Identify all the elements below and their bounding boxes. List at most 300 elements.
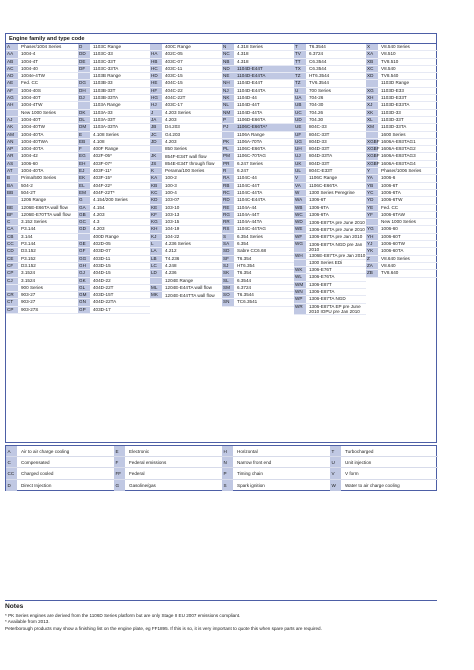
type-code: GP bbox=[78, 307, 90, 313]
engine-description: 100-4 bbox=[165, 189, 177, 195]
engine-description: 403D-17 bbox=[93, 306, 111, 312]
engine-description: 1300 Series EDi bbox=[309, 259, 343, 265]
table-row bbox=[150, 190, 222, 197]
engine-description: 1306-6T bbox=[309, 197, 327, 203]
table-row bbox=[150, 219, 222, 226]
table-row bbox=[6, 59, 78, 66]
type-code: ZA bbox=[366, 263, 378, 269]
legend-code: FF bbox=[114, 468, 125, 478]
type-code: SJ bbox=[222, 263, 234, 269]
type-code: HJ bbox=[150, 102, 162, 108]
type-code: TT bbox=[294, 59, 306, 65]
table-row bbox=[222, 124, 294, 131]
engine-description: 1006-6T bbox=[381, 182, 399, 188]
table-row bbox=[222, 205, 294, 212]
type-code bbox=[6, 110, 18, 116]
engine-description: 1103D-E33T bbox=[381, 95, 407, 101]
engine-description: 104-19 bbox=[165, 226, 180, 232]
type-code: DK bbox=[78, 110, 90, 116]
engine-description: 804D-33T bbox=[309, 146, 330, 152]
type-code: AK bbox=[6, 124, 18, 130]
table-row bbox=[150, 175, 222, 182]
type-code: UF bbox=[294, 132, 306, 138]
type-code: SF bbox=[222, 256, 234, 262]
type-code: XM bbox=[366, 124, 378, 130]
table-row bbox=[78, 44, 150, 51]
table-row bbox=[294, 175, 366, 182]
engine-description: 403C-17 bbox=[165, 102, 183, 108]
engine-description: 103-13 bbox=[165, 211, 180, 217]
type-code: T bbox=[294, 44, 306, 50]
table-row bbox=[150, 73, 222, 80]
type-code: E bbox=[78, 132, 90, 138]
table-row bbox=[222, 241, 294, 248]
engine-description: 1103D-E33TA bbox=[381, 102, 410, 108]
legend-meaning: Spark ignition bbox=[237, 482, 265, 488]
table-row bbox=[78, 299, 150, 306]
type-code bbox=[78, 234, 90, 240]
table-row bbox=[294, 296, 366, 303]
table-row bbox=[6, 51, 78, 58]
table-row bbox=[222, 168, 294, 175]
type-code: SL bbox=[222, 278, 234, 284]
type-code bbox=[78, 102, 90, 108]
table-row bbox=[294, 66, 366, 73]
type-code: WF bbox=[294, 234, 306, 240]
engine-description: 1006-60T bbox=[381, 233, 401, 239]
engine-description: 6.3724 bbox=[309, 51, 324, 57]
table-row bbox=[6, 80, 78, 87]
engine-description: 1103C-33 bbox=[93, 51, 113, 57]
table-row bbox=[366, 95, 438, 102]
table-row bbox=[150, 66, 222, 73]
table-row bbox=[366, 256, 438, 263]
table-row bbox=[222, 153, 294, 160]
table-row bbox=[6, 102, 78, 109]
engine-description: 504-2T bbox=[21, 189, 36, 195]
table-row bbox=[6, 248, 78, 255]
type-code: ZB bbox=[366, 270, 378, 276]
table-row bbox=[222, 95, 294, 102]
type-code: KE bbox=[150, 205, 162, 211]
engine-description: 1103D-33 bbox=[381, 109, 401, 115]
type-code: R bbox=[222, 168, 234, 174]
type-code: BE bbox=[6, 205, 18, 211]
table-row bbox=[6, 117, 78, 124]
table-row bbox=[366, 248, 438, 255]
type-code: KA bbox=[150, 175, 162, 181]
engine-description: 404C-22T bbox=[165, 95, 186, 101]
engine-description: 1600 Series bbox=[381, 131, 406, 137]
type-code: YD bbox=[366, 197, 378, 203]
engine-description: 1104C-E44TA bbox=[237, 197, 266, 203]
engine-description: 1306-E87TA pre Jan 2010 bbox=[309, 234, 363, 240]
engine-description: 404D-22 bbox=[93, 277, 111, 283]
table-row bbox=[78, 205, 150, 212]
type-code: ML bbox=[150, 285, 162, 291]
type-code: HC bbox=[150, 66, 162, 72]
table-row bbox=[150, 161, 222, 168]
table-row bbox=[294, 219, 366, 226]
table-row bbox=[6, 161, 78, 168]
table-row bbox=[222, 292, 294, 299]
engine-description: 3.144 bbox=[21, 233, 33, 239]
table-row bbox=[6, 146, 78, 153]
engine-description: 4.236 bbox=[165, 270, 177, 276]
type-code: PJ bbox=[222, 124, 234, 130]
table-row bbox=[294, 183, 366, 190]
table-row bbox=[294, 282, 366, 289]
engine-description: Prima/500 Series bbox=[21, 175, 57, 181]
type-code: XC bbox=[366, 66, 378, 72]
table-row bbox=[366, 132, 438, 139]
type-code: GF bbox=[78, 248, 90, 254]
engine-description: D3.152 bbox=[21, 262, 36, 268]
type-code: BA bbox=[6, 183, 18, 189]
engine-description: New 1000 Series bbox=[381, 219, 416, 225]
table-row bbox=[366, 205, 438, 212]
type-code: UJ bbox=[294, 153, 306, 159]
table-row bbox=[6, 132, 78, 139]
legend-code: E bbox=[114, 446, 125, 456]
engine-description: 4.203 bbox=[93, 226, 105, 232]
table-row bbox=[294, 139, 366, 146]
engine-description: 6.3544 bbox=[237, 277, 252, 283]
engine-description: Phaser/1006 Series bbox=[381, 168, 422, 174]
type-code: MK bbox=[150, 292, 162, 298]
engine-description: T6.3544 bbox=[237, 292, 254, 298]
table-row bbox=[150, 80, 222, 87]
legend-meaning: Unit injection bbox=[345, 460, 372, 466]
table-column-3 bbox=[150, 44, 222, 299]
table-row bbox=[222, 59, 294, 66]
type-code: AT bbox=[6, 168, 18, 174]
type-code: CD bbox=[6, 248, 18, 254]
type-code: CJ bbox=[6, 278, 18, 284]
table-row bbox=[222, 285, 294, 292]
engine-description: 4.154/200 Series bbox=[93, 197, 128, 203]
type-code: WP bbox=[294, 296, 306, 302]
type-code: GG bbox=[78, 256, 90, 262]
table-row bbox=[366, 59, 438, 66]
engine-description: 854F-E34T wall flow bbox=[165, 153, 207, 159]
engine-description: 1104C-44T bbox=[237, 182, 260, 188]
type-code: CB bbox=[6, 234, 18, 240]
engine-description: 804C-33 bbox=[309, 124, 327, 130]
type-code: LB bbox=[150, 256, 162, 262]
engine-description: P3.152 bbox=[21, 255, 36, 261]
engine-description: 4.203 bbox=[165, 138, 177, 144]
table-row bbox=[294, 95, 366, 102]
type-code: RC bbox=[222, 190, 234, 196]
type-code: DH bbox=[78, 88, 90, 94]
type-code: GD bbox=[78, 226, 90, 232]
table-row bbox=[294, 274, 366, 281]
table-row bbox=[150, 292, 222, 299]
type-code: CP bbox=[6, 307, 18, 313]
type-code: DE bbox=[78, 59, 90, 65]
engine-description: 6.247 Series bbox=[237, 160, 263, 166]
table-row bbox=[150, 205, 222, 212]
type-code: TZ bbox=[294, 73, 306, 79]
table-row bbox=[366, 175, 438, 182]
table-row bbox=[6, 256, 78, 263]
engine-description: 1103B-33 bbox=[93, 80, 113, 86]
table-row bbox=[294, 260, 366, 267]
table-row bbox=[222, 110, 294, 117]
table-row bbox=[150, 146, 222, 153]
table-row bbox=[150, 197, 222, 204]
table-row bbox=[78, 270, 150, 277]
engine-description: HT6.354 bbox=[237, 262, 255, 268]
legend-meaning: V form bbox=[345, 471, 359, 477]
legend-meaning: Gasoline/gas bbox=[129, 482, 156, 488]
table-row bbox=[6, 66, 78, 73]
legend-row bbox=[114, 468, 222, 479]
legend-code: A bbox=[6, 446, 17, 456]
type-code: WH bbox=[294, 253, 306, 259]
type-code: EJ bbox=[78, 168, 90, 174]
table-row bbox=[78, 95, 150, 102]
table-row bbox=[366, 66, 438, 73]
engine-description: 1306-E87TA pre June 2010 bbox=[309, 219, 365, 225]
type-code: TX bbox=[294, 66, 306, 72]
table-row bbox=[294, 153, 366, 160]
type-code bbox=[366, 132, 378, 138]
table-row bbox=[366, 146, 438, 153]
type-code: NH bbox=[222, 80, 234, 86]
engine-description: 1103D-E33 bbox=[381, 87, 404, 93]
type-code: UH bbox=[294, 146, 306, 152]
type-code: A bbox=[6, 44, 18, 50]
type-code: WD bbox=[294, 219, 306, 225]
type-code: DD bbox=[78, 51, 90, 57]
table-row bbox=[6, 292, 78, 299]
notes-title: Notes bbox=[5, 603, 24, 610]
type-code: GC bbox=[78, 219, 90, 225]
engine-description: 1103C-33TA bbox=[93, 65, 119, 71]
engine-description: 1306-E76T bbox=[309, 267, 332, 273]
engine-description: 704.26 bbox=[309, 109, 324, 115]
legend-row bbox=[6, 446, 114, 457]
engine-description: G4.203 bbox=[165, 131, 181, 137]
engine-description: 1004-40TA bbox=[21, 168, 44, 174]
legend-row bbox=[330, 446, 438, 457]
type-code: XD bbox=[366, 73, 378, 79]
table-row bbox=[78, 153, 150, 160]
table-row bbox=[366, 44, 438, 51]
type-code: CA bbox=[6, 226, 18, 232]
engine-description: 4.203 Series bbox=[165, 109, 191, 115]
engine-description: 1006-6TA bbox=[381, 189, 401, 195]
table-row bbox=[222, 175, 294, 182]
table-row bbox=[294, 132, 366, 139]
type-code: J bbox=[150, 110, 162, 116]
engine-description: 704-30 bbox=[309, 102, 324, 108]
type-code: RB bbox=[222, 183, 234, 189]
table-row bbox=[150, 248, 222, 255]
engine-description: 403D-15 bbox=[93, 262, 111, 268]
engine-description: 1606A-E93TAG2 bbox=[381, 146, 416, 152]
type-code: P bbox=[222, 117, 234, 123]
type-code: NE bbox=[222, 73, 234, 79]
table-row bbox=[294, 267, 366, 274]
type-code: XGBF bbox=[367, 138, 380, 144]
table-row bbox=[294, 51, 366, 58]
table-row bbox=[6, 212, 78, 219]
legend-code: CC bbox=[6, 468, 17, 478]
table-row bbox=[294, 117, 366, 124]
engine-description: 1004-40S bbox=[21, 87, 41, 93]
engine-description: TV8.540 bbox=[381, 73, 399, 79]
type-code: LD bbox=[150, 270, 162, 276]
table-row bbox=[150, 153, 222, 160]
type-code: KH bbox=[150, 226, 162, 232]
type-code bbox=[294, 260, 306, 266]
type-code: V bbox=[294, 175, 306, 181]
engine-description: 1004-40TA bbox=[21, 131, 44, 137]
engine-description: 1106C-E66TA bbox=[237, 146, 266, 152]
type-code: EK bbox=[78, 175, 90, 181]
engine-description: 1006-6 bbox=[381, 175, 396, 181]
legend-code: D bbox=[6, 480, 17, 491]
type-code: SA bbox=[222, 241, 234, 247]
legend-meaning: Charged cooled bbox=[21, 471, 54, 477]
engine-description: 704.30 bbox=[309, 116, 324, 122]
type-code: W bbox=[294, 190, 306, 196]
legend-row bbox=[6, 480, 114, 491]
type-code: WB bbox=[294, 205, 306, 211]
type-code: LA bbox=[150, 248, 162, 254]
type-code: AA bbox=[6, 51, 18, 57]
type-code: GM bbox=[78, 292, 90, 298]
engine-description: 1103A-33 bbox=[93, 109, 113, 115]
table-row bbox=[150, 234, 222, 241]
note-line: * Available from 2013. bbox=[5, 619, 50, 625]
engine-description: 1103B-33TA bbox=[93, 95, 119, 101]
engine-description: 402C-05 bbox=[165, 51, 183, 57]
table-row bbox=[222, 197, 294, 204]
legend-meaning: Narrow front end bbox=[237, 460, 272, 466]
table-row bbox=[366, 212, 438, 219]
legend-code: S bbox=[222, 480, 233, 491]
table-row bbox=[6, 153, 78, 160]
notes-section bbox=[5, 600, 437, 632]
engine-description: 4.236 Series bbox=[165, 241, 191, 247]
engine-description: D3.152 bbox=[21, 248, 36, 254]
engine-description: 403F-07* bbox=[93, 160, 112, 166]
type-code: WM bbox=[294, 282, 306, 288]
type-code: HE bbox=[150, 80, 162, 86]
type-code: WG bbox=[294, 241, 306, 252]
type-code: G bbox=[78, 197, 90, 203]
engine-description: 1204E Range bbox=[165, 277, 194, 283]
type-code: XGBF bbox=[367, 153, 380, 159]
engine-description: 100-3 bbox=[165, 182, 177, 188]
table-row bbox=[222, 44, 294, 51]
table-row bbox=[6, 299, 78, 306]
type-code: WE bbox=[294, 226, 306, 232]
type-code: RG bbox=[222, 212, 234, 218]
engine-description: 1606A-E93TAG1 bbox=[381, 138, 416, 144]
table-row bbox=[78, 292, 150, 299]
table-row bbox=[366, 270, 438, 277]
table-row bbox=[366, 139, 438, 146]
table-row bbox=[366, 153, 438, 160]
type-code: N bbox=[222, 44, 234, 50]
table-row bbox=[222, 190, 294, 197]
type-code: NM bbox=[222, 110, 234, 116]
table-row bbox=[6, 270, 78, 277]
type-code: Y bbox=[366, 168, 378, 174]
engine-description: HT6.3544 bbox=[309, 73, 330, 79]
engine-description: Fed. CC bbox=[381, 204, 399, 210]
table-row bbox=[6, 197, 78, 204]
table-row bbox=[150, 278, 222, 285]
table-row bbox=[6, 139, 78, 146]
engine-description: TV8.640 bbox=[381, 270, 399, 276]
engine-description: New 1000 Series bbox=[21, 109, 56, 115]
table-row bbox=[366, 219, 438, 226]
legend-row bbox=[330, 457, 438, 468]
engine-description: 804C-33T bbox=[309, 131, 330, 137]
table-title: Engine family and type code bbox=[9, 35, 85, 42]
engine-description: T6.3544 bbox=[309, 44, 326, 49]
type-code: YC bbox=[366, 190, 378, 196]
engine-description: 804D-33T bbox=[309, 160, 330, 166]
engine-description: 4.3 bbox=[93, 219, 100, 225]
engine-description: 1004-40T bbox=[21, 116, 41, 122]
engine-description: 404C-15 bbox=[165, 80, 183, 86]
table-row bbox=[366, 88, 438, 95]
type-code: BB bbox=[6, 190, 18, 196]
legend-row bbox=[222, 480, 330, 491]
legend-column-1 bbox=[6, 446, 114, 491]
type-code: YJ bbox=[366, 241, 378, 247]
note-line: * PK Series engines are derived from the 1106D Series platform but are only Stage II EU 2007 emissions compliant. bbox=[5, 613, 241, 618]
legend-meaning: Compensated bbox=[21, 460, 50, 466]
engine-description: T4.236 bbox=[165, 255, 180, 261]
table-row bbox=[294, 197, 366, 204]
table-row bbox=[78, 59, 150, 66]
type-code: DJ bbox=[78, 95, 90, 101]
engine-description: V8.640 bbox=[381, 262, 396, 268]
engine-description: V8.640 Series bbox=[381, 255, 410, 261]
type-code: SN bbox=[222, 299, 234, 305]
table-row bbox=[6, 219, 78, 226]
table-column-4 bbox=[222, 44, 294, 307]
engine-description: 1300 Series Peregrine bbox=[309, 190, 355, 196]
type-code: XGBF bbox=[367, 146, 380, 152]
table-row bbox=[150, 270, 222, 277]
table-row bbox=[6, 226, 78, 233]
engine-description: 1306-6TA bbox=[309, 204, 329, 210]
type-code: AS bbox=[6, 161, 18, 167]
legend-row bbox=[222, 468, 330, 479]
type-code: HA bbox=[150, 51, 162, 57]
table-row bbox=[294, 102, 366, 109]
engine-description: 4.318 bbox=[237, 58, 249, 64]
engine-description: 1104A-44TA bbox=[237, 219, 263, 225]
table-row bbox=[78, 124, 150, 131]
type-code: ND bbox=[222, 66, 234, 72]
type-code: AG bbox=[6, 95, 18, 101]
table-row bbox=[78, 307, 150, 314]
engine-description: 1004-4T bbox=[21, 58, 39, 64]
type-code: X bbox=[366, 44, 378, 50]
table-row bbox=[78, 117, 150, 124]
engine-description: V8.510 bbox=[381, 51, 396, 57]
